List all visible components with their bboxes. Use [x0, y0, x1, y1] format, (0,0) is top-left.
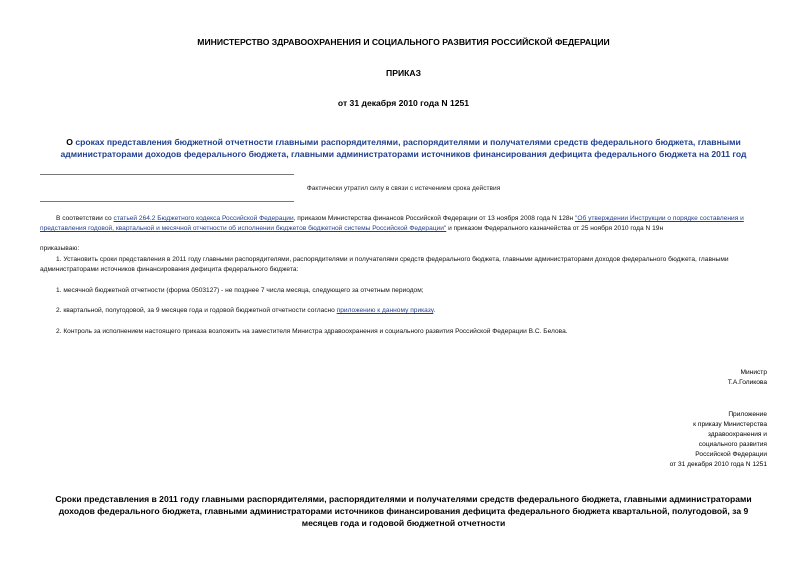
title-link[interactable]: сроках представления бюджетной отчетности главными распорядителями, распорядителями и получателями средств федерального бюджета, главными администраторами доходов федерального бюджета, главными администраторами источников финансирования дефицита федерального бюджета на 2011 год — [60, 137, 747, 159]
document-type: ПРИКАЗ — [386, 68, 421, 78]
item-2: 2. Контроль за исполнением настоящего приказа возложить на заместителя Министра здравоохранения и социального развития Российской Федерации В.С. Белова. — [56, 328, 568, 335]
appendix-line-4: социального развития — [698, 441, 767, 448]
title-prefix: О — [66, 137, 76, 147]
signatory-position: Министр — [740, 369, 767, 376]
order-word: приказываю: — [40, 245, 80, 252]
item-1-2-end: . — [433, 307, 436, 314]
document-title — [40, 136, 767, 160]
appendix-line-3: здравоохранения и — [707, 431, 767, 438]
instruction-link[interactable]: "Об утверждении Инструкции о порядке составления и представления годовой, квартальной и месячной отчетности об исполнении бюджетов бюджетной системы Российской Федерации" — [40, 215, 744, 232]
appendix-block — [560, 410, 767, 470]
item-1-2 — [56, 306, 767, 316]
preamble-paragraph — [40, 214, 767, 234]
appendix-link[interactable]: приложению к данному приказу — [336, 307, 434, 314]
item-1-1: 1. месячной бюджетной отчетности (форма 0503127) - не позднее 7 числа месяца, следующего за отчетным периодом; — [56, 287, 424, 294]
appendix-line-1: Приложение — [728, 411, 767, 418]
appendix-line-2: к приказу Министерства — [693, 421, 767, 428]
budget-code-link[interactable]: статьей 264.2 Бюджетного кодекса Российской Федерации — [113, 215, 294, 222]
appendix-line-6: от 31 декабря 2010 года N 1251 — [669, 461, 767, 468]
appendix-line-5: Российской Федерации — [695, 451, 767, 458]
document-date-number: от 31 декабря 2010 года N 1251 — [337, 98, 470, 108]
preamble-text-2: , приказом Министерства финансов Российской Федерации от 13 ноября 2008 года N 128н — [293, 215, 576, 222]
appendix-title: Сроки представления в 2011 году главными распорядителями, распорядителями и получателями средств федерального бюджета, главными администраторами доходов федерального бюджета, главными администраторами источников финансирования дефицита федерального бюджета квартальной, полугодовой, за 9 месяцев года и годовой бюджетной отчетности — [55, 494, 752, 528]
divider-top — [40, 174, 294, 175]
status-note: Фактически утратил силу в связи с истечением срока действия — [306, 185, 501, 192]
ministry-name: МИНИСТЕРСТВО ЗДРАВООХРАНЕНИЯ И СОЦИАЛЬНОГО РАЗВИТИЯ РОССИЙСКОЙ ФЕДЕРАЦИИ — [197, 37, 610, 47]
divider-bottom — [40, 201, 294, 202]
signatory-name: Т.А.Голикова — [727, 379, 767, 386]
signature-block — [600, 368, 767, 388]
item-1: 1. Установить сроки представления в 2011 году главными распорядителями, распорядителями и получателями средств федерального бюджета, главными администраторами доходов федерального бюджета, главными администраторами источников финансирования дефицита федерального бюджета: — [40, 256, 729, 273]
preamble-text-1: В соответствии со — [56, 215, 114, 222]
item-1-2-text: 2. квартальной, полугодовой, за 9 месяцев года и годовой бюджетной отчетности согласно — [56, 307, 337, 314]
preamble-text-3: и приказом Федерального казначейства от 25 ноября 2010 года N 19н — [446, 225, 664, 232]
